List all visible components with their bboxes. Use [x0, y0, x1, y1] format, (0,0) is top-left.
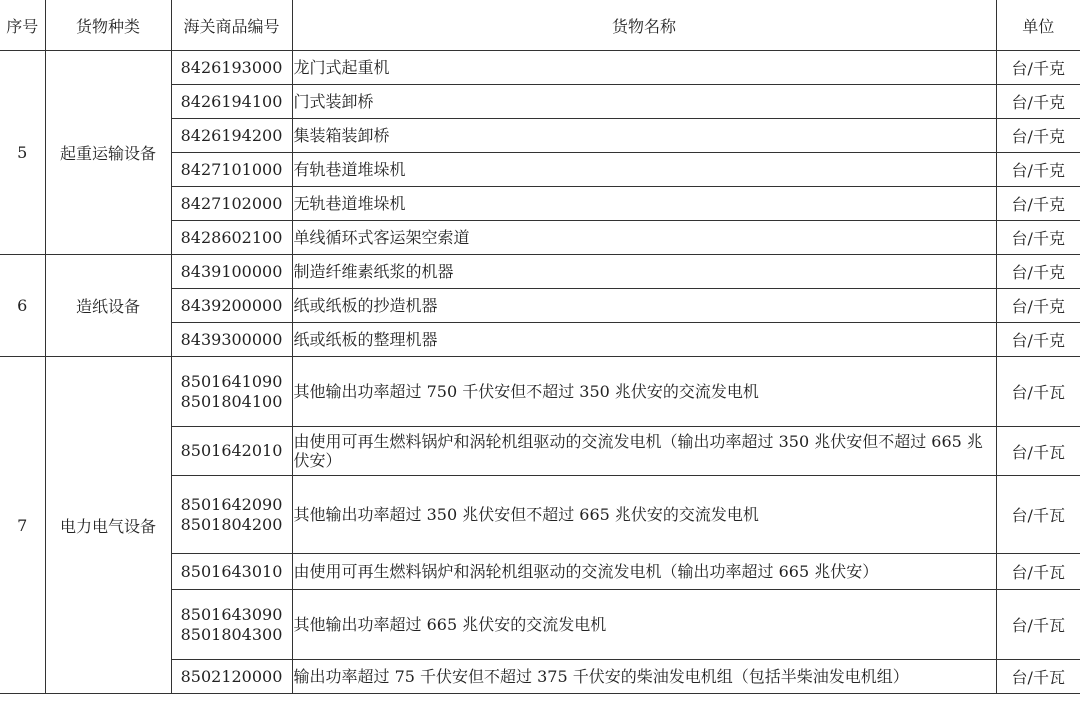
row-unit: 台/千瓦	[996, 590, 1080, 660]
row-code: 8501643010	[171, 554, 292, 590]
row-unit: 台/千瓦	[996, 357, 1080, 427]
row-unit: 台/千瓦	[996, 476, 1080, 554]
row-code: 8501641090 8501804100	[171, 357, 292, 427]
row-unit: 台/千克	[996, 323, 1080, 357]
row-name: 纸或纸板的整理机器	[292, 323, 996, 357]
row-code: 8426194200	[171, 119, 292, 153]
row-name: 纸或纸板的抄造机器	[292, 289, 996, 323]
header-code: 海关商品编号	[171, 0, 292, 51]
row-unit: 台/千克	[996, 153, 1080, 187]
header-category: 货物种类	[45, 0, 171, 51]
header-num: 序号	[0, 0, 45, 51]
row-code: 8439200000	[171, 289, 292, 323]
group-number: 5	[0, 51, 45, 255]
row-name: 由使用可再生燃料锅炉和涡轮机组驱动的交流发电机（输出功率超过 665 兆伏安）	[292, 554, 996, 590]
row-code: 8439100000	[171, 255, 292, 289]
row-name: 单线循环式客运架空索道	[292, 221, 996, 255]
row-unit: 台/千克	[996, 289, 1080, 323]
row-unit: 台/千瓦	[996, 427, 1080, 476]
table-row	[0, 51, 1080, 85]
row-unit: 台/千克	[996, 119, 1080, 153]
row-unit: 台/千克	[996, 51, 1080, 85]
row-unit: 台/千瓦	[996, 554, 1080, 590]
row-name: 其他输出功率超过 665 兆伏安的交流发电机	[292, 590, 996, 660]
group-category: 起重运输设备	[45, 51, 171, 255]
row-name: 龙门式起重机	[292, 51, 996, 85]
row-name: 有轨巷道堆垛机	[292, 153, 996, 187]
row-name: 由使用可再生燃料锅炉和涡轮机组驱动的交流发电机（输出功率超过 350 兆伏安但不超过 665 兆伏安）	[292, 427, 996, 476]
row-code: 8426194100	[171, 85, 292, 119]
row-name: 制造纤维素纸浆的机器	[292, 255, 996, 289]
row-code: 8426193000	[171, 51, 292, 85]
row-code: 8427101000	[171, 153, 292, 187]
header-unit: 单位	[996, 0, 1080, 51]
row-unit: 台/千克	[996, 187, 1080, 221]
row-code: 8427102000	[171, 187, 292, 221]
header-name: 货物名称	[292, 0, 996, 51]
table-row	[0, 255, 1080, 289]
row-name: 集装箱装卸桥	[292, 119, 996, 153]
row-unit: 台/千瓦	[996, 660, 1080, 694]
group-category: 造纸设备	[45, 255, 171, 357]
row-unit: 台/千克	[996, 85, 1080, 119]
row-name: 其他输出功率超过 750 千伏安但不超过 350 兆伏安的交流发电机	[292, 357, 996, 427]
row-name: 无轨巷道堆垛机	[292, 187, 996, 221]
table-row	[0, 357, 1080, 427]
row-unit: 台/千克	[996, 255, 1080, 289]
row-code: 8501642010	[171, 427, 292, 476]
row-name: 其他输出功率超过 350 兆伏安但不超过 665 兆伏安的交流发电机	[292, 476, 996, 554]
header-row	[0, 0, 1080, 51]
row-name: 输出功率超过 75 千伏安但不超过 375 千伏安的柴油发电机组（包括半柴油发电机组）	[292, 660, 996, 694]
row-code: 8439300000	[171, 323, 292, 357]
row-name: 门式装卸桥	[292, 85, 996, 119]
group-number: 7	[0, 357, 45, 694]
row-code: 8428602100	[171, 221, 292, 255]
row-code: 8502120000	[171, 660, 292, 694]
group-category: 电力电气设备	[45, 357, 171, 694]
row-code: 8501643090 8501804300	[171, 590, 292, 660]
row-code: 8501642090 8501804200	[171, 476, 292, 554]
row-unit: 台/千克	[996, 221, 1080, 255]
group-number: 6	[0, 255, 45, 357]
